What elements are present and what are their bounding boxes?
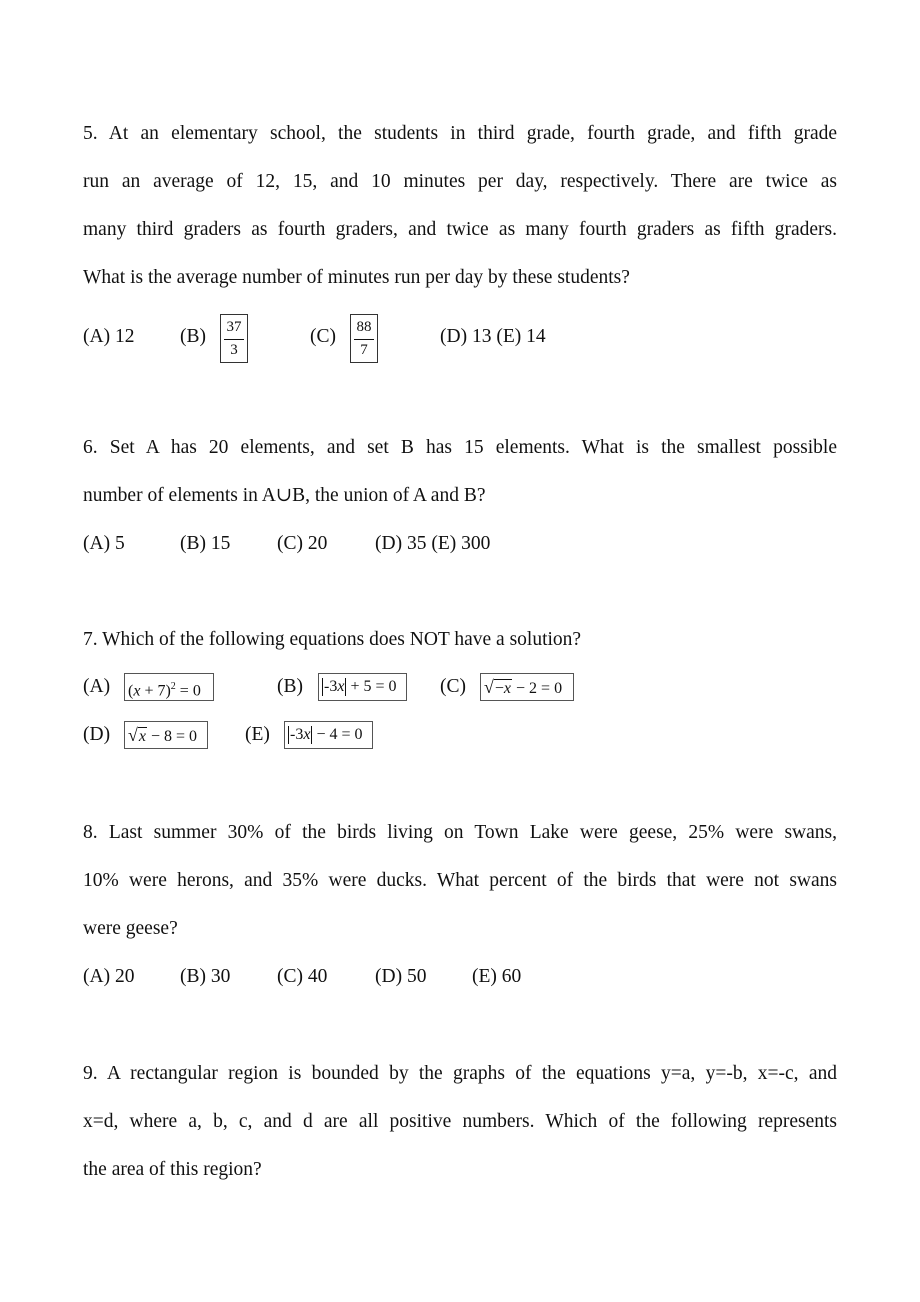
q5-option-de: (D) 13 (E) 14 — [440, 326, 546, 347]
eq-c-neg: − — [494, 680, 504, 697]
q5-line-2: run an average of 12, 15, and 10 minutes per day, respectively. There are twice as — [83, 171, 837, 192]
q5-option-c-fraction — [350, 314, 378, 363]
q5-option-b-label: (B) — [180, 326, 206, 347]
q5-b-numerator: 37 — [226, 318, 242, 335]
eq-b-var: x — [337, 678, 345, 695]
eq-b-rest: + 5 = 0 — [346, 678, 397, 695]
q5-line-1: 5. At an elementary school, the students in third grade, fourth grade, and fifth grade — [83, 123, 837, 144]
q5-option-c-label: (C) — [310, 326, 336, 347]
eq-a-var: x — [133, 682, 141, 700]
eq-a-exponent: 2 — [170, 681, 176, 692]
q5-line-3: many third graders as fourth graders, and twice as many fourth graders as fifth graders. — [83, 219, 837, 240]
eq-a-mid: + 7) — [140, 682, 171, 700]
q6-option-de: (D) 35 (E) 300 — [375, 533, 491, 554]
q5-line-4: What is the average number of minutes run per day by these students? — [83, 267, 630, 288]
q6-option-b: (B) 15 — [180, 533, 231, 554]
q6-option-a: (A) 5 — [83, 533, 125, 554]
q5-b-denominator: 3 — [230, 341, 238, 358]
q8-option-d: (D) 50 — [375, 966, 427, 987]
q7-equation-b — [318, 673, 407, 701]
q7-equation-e — [284, 721, 373, 749]
q8-option-b: (B) 30 — [180, 966, 231, 987]
q8-line-1: 8. Last summer 30% of the birds living on Town Lake were geese, 25% were swans, — [83, 822, 837, 843]
q7-equation-d — [124, 721, 208, 749]
q9-line-1: 9. A rectangular region is bounded by the graphs of the equations y=a, y=-b, x=-c, and — [83, 1063, 837, 1084]
eq-e-abs — [288, 726, 312, 744]
eq-a-paren: ( — [128, 682, 134, 700]
eq-c-var: x — [503, 680, 512, 697]
q8-option-c: (C) 40 — [277, 966, 328, 987]
q8-option-e: (E) 60 — [472, 966, 522, 987]
eq-e-var: x — [303, 726, 311, 743]
q5-c-denominator: 7 — [360, 341, 368, 358]
q5-c-numerator: 88 — [356, 318, 372, 335]
q8-option-a: (A) 20 — [83, 966, 135, 987]
q8-line-2: 10% were herons, and 35% were ducks. What percent of the birds that were not swans — [83, 870, 837, 891]
q7-option-a-label: (A) — [83, 676, 111, 697]
q9-line-2: x=d, where a, b, c, and d are all positive numbers. Which of the following represents — [83, 1111, 837, 1132]
q6-option-c: (C) 20 — [277, 533, 328, 554]
eq-b-coef: -3 — [324, 678, 338, 695]
q9-line-3: the area of this region? — [83, 1159, 262, 1180]
q7-option-c-label: (C) — [440, 676, 466, 697]
q5-option-b-fraction — [220, 314, 248, 363]
eq-d-rest: − 8 = 0 — [147, 728, 198, 745]
q7-option-d-label: (D) — [83, 724, 111, 745]
eq-c-rest: − 2 = 0 — [512, 680, 563, 697]
eq-a-rest: = 0 — [175, 682, 201, 700]
eq-d-var: x — [138, 728, 146, 745]
q7-option-e-label: (E) — [245, 724, 270, 745]
q8-line-3: were geese? — [83, 918, 178, 939]
eq-d-sqrt: √x — [128, 725, 146, 745]
q7-equation-a — [124, 673, 214, 701]
q7-option-b-label: (B) — [277, 676, 303, 697]
eq-b-abs — [322, 678, 346, 696]
eq-e-coef: -3 — [290, 726, 304, 743]
q5-option-a: (A) 12 — [83, 326, 135, 347]
q6-line-1: 6. Set A has 20 elements, and set B has 15 elements. What is the smallest possible — [83, 437, 837, 458]
q7-equation-c — [480, 673, 574, 701]
eq-e-rest: − 4 = 0 — [312, 726, 363, 743]
q7-question: 7. Which of the following equations does NOT have a solution? — [83, 629, 582, 650]
q6-line-2: number of elements in A∪B, the union of A and B? — [83, 485, 486, 506]
eq-c-sqrt: √−x — [484, 677, 512, 697]
